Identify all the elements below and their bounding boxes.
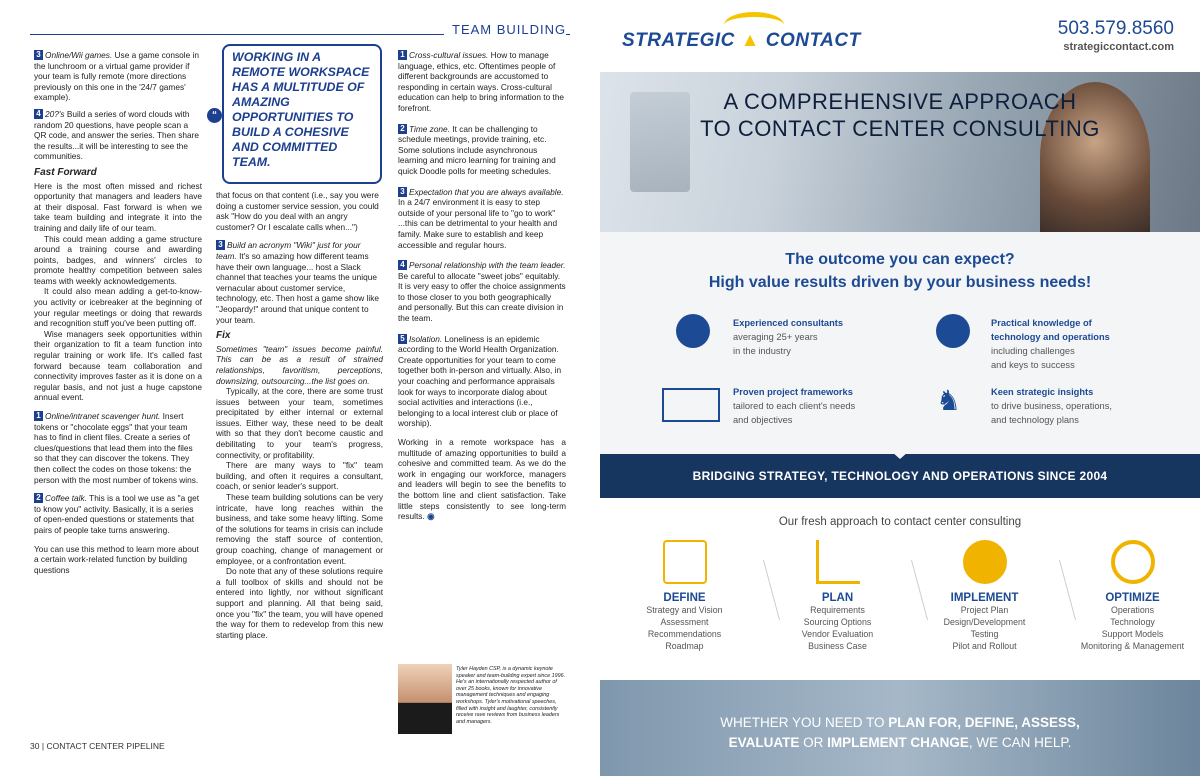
feature-experienced: Experienced consultants averaging 25+ years in the industry [733,318,844,356]
subheading-fast-forward: Fast Forward [34,166,97,178]
ad-page [600,0,1200,776]
feature-insights: Keen strategic insights to drive business, operations, and technology plans [991,387,1112,425]
feature-frameworks: Proven project frameworks tailored to each client's needs and objectives [733,387,856,425]
hero-title: A COMPREHENSIVE APPROACH TO CONTACT CENTER CONSULTING [700,89,1100,141]
subheading-fix: Fix [216,330,231,342]
step-implement: IMPLEMENT Project Plan Design/Development Testing Pilot and Rollout [922,540,1047,652]
list-item: 1 Cross-cultural issues. How to manage language, ethics, etc. Oftentimes people of different backgrounds are accustomed to responding in certain ways. Cross-cultural education can help to bring information to the forefront. [398,50,565,113]
blueprint-icon [662,388,720,422]
band-notch [892,452,908,459]
approach-heading: Our fresh approach to contact center consulting [778,516,1022,528]
list-item: 1 Online/intranet scavenger hunt. Insert tokens or "chocolate eggs" that your team has to find in client files. Create a series of clues/questions that lead them into the files so that they can discover the tokens. They then collect the codes on those tokens: the person with the most number of tokens wins. [34,411,199,485]
website-link[interactable]: strategiccontact.com [1063,41,1174,53]
paragraph: Sometimes "team" issues become painful. This can be as a result of strained relationships, favoritism, perceptions, downsizing, outsourcing...the list goes on. [216,343,383,386]
quote-icon: “ [207,108,222,123]
section-header: TEAM BUILDING [444,22,566,37]
list-item: 4 Personal relationship with the team leader. Be careful to allocate "sweet jobs" equitably. It is very easy to offer the choice assignments to those closer to you both geographically and personally. But this can create division in the team. [398,260,566,324]
paragraph: It could also mean adding a get-to-know-you activity or icebreaker at the beginning of your regular meetings or doing that rewards and recognition stuff you've been putting off. [34,286,202,329]
strategic-contact-logo: STRATEGIC ▲ CONTACT [622,30,861,51]
paragraph: Do note that any of these solutions require a full toolbox of skills and should not be entered into lightly, nor without significant support and planning. All that being said, once you "fix" the team, you will have opened the way for them to redevelop from this new starting place. [216,566,383,640]
pull-quote: WORKING IN A REMOTE WORKSPACE HAS A MULTITUDE OF AMAZING OPPORTUNITIES TO BUILD A COHESIVE AND COMMITTED TEAM. [222,44,382,184]
ad-header [600,0,1200,72]
list-item: 3 Build an acronym "Wiki" just for your team. It's so amazing how different teams have their own language... host a Slack channel that teaches your teams the unique vernacular about customer service, technology, etc. Then host a game show like "Jeopardy!" around that unique content to your team. [216,240,379,325]
page-footer: 30 | CONTACT CENTER PIPELINE [30,741,165,751]
paragraph: that focus on that content (i.e., say you were doing a customer service session, you could ask "How do you deal with an angry customer? Or I escalate calls when...") [216,190,379,232]
implement-icon [963,540,1007,584]
list-item: 2 Time zone. It can be challenging to schedule meetings, provide training, etc. Some solutions include asynchronous learning and micro learning for training and quick Doodle polls for meeting schedules. [398,123,556,176]
tools-icon [936,314,970,348]
logo-a-icon: ▲ [740,30,760,51]
paragraph: There are many ways to "fix" team building, and often it requires a consultant, coach, or senior leader's support. [216,460,383,492]
author-bio [398,664,570,734]
ruler-icon [816,540,860,584]
list-item: 2 Coffee talk. This is a tool we use as "a get to know you" activity. Basically, it is a series of open-ended questions or statements that pairs of people take turns answering. [34,493,200,535]
paragraph: Working in a remote workspace has a multitude of amazing opportunities to build a cohesive and committed team. As we do the work in engaging our workforce, managers and leaders will begin to see the benefits to the bottom line and client satisfaction. Take little steps consistently to see long-term results. ◉ [398,437,566,522]
paragraph: This could mean adding a game structure around a training course and awarding points, badges, and winners' circles to promote healthy competition between sales teams with weekly acknowledgements. [34,233,202,286]
list-item: 3 Online/Wii games. Use a game console in the lunchroom or a virtual game provider if your team is fully remote (more directions previously on this one in the '24/7 games' example). [34,50,199,103]
flowchart-icon [663,540,707,584]
column-3 [398,50,566,528]
list-item: 5 Isolation. Loneliness is an epidemic according to the World Health Organization. Create opportunities for your team to come together both in-person and virtually. Also, in your coaching and performance appraisals look for ways to incorporate dialog about social activities and interactions (i.e., belonging to a local interest club or place of worship). [398,333,562,429]
phone-number: 503.579.8560 [1057,18,1174,39]
feature-practical: Practical knowledge of technology and operations including challenges and keys to success [991,318,1110,370]
step-plan: PLAN Requirements Sourcing Options Vendor Evaluation Business Case [775,540,900,652]
chess-icon: ♞ [936,385,962,416]
step-optimize: OPTIMIZE Operations Technology Support Models Monitoring & Management [1070,540,1195,652]
paragraph: These team building solutions can be very intricate, have long reaches within the business, and take some heavy lifting. Some of the solutions for teams in crisis can include removing the staff source of contention, group coaching, change of management or employee, or a confrontation event. [216,492,383,566]
article-page [0,0,595,776]
list-item: 4 20?'s Build a series of word clouds with random 20 questions, have people scan a QR code, and answer the series. Then share the results...it will be interesting to see the communities. [34,108,199,162]
paragraph: Typically, at the core, there are some trust issues between your team, sometimes precipitated by either internal or external issues. Either way, these need to be dealt with so that they don't become caustic and debilitating to your team's progress, connectivity, or profitability. [216,386,383,460]
paragraph: Here is the most often missed and richest opportunity that managers and leaders have at their disposal. Fast forward is when we take team building and integrate it into the training and daily life of our team. [34,180,202,233]
author-photo [398,664,452,734]
outcome-heading: The outcome you can expect? High value results driven by your business needs! [708,251,1092,291]
tagline-band: BRIDGING STRATEGY, TECHNOLOGY AND OPERATIONS SINCE 2004 [600,454,1200,498]
page-number: 30 [30,741,40,751]
paragraph: Wise managers seek opportunities within their organization to fit a team function into regular training or work life. It's called fast forward because team collaboration and connectivity improves faster as it is done on a regular basis, and not just a huge capstone annual event. [34,328,202,403]
paragraph: You can use this method to learn more about a certain work-related function by building questions [34,543,199,575]
step-define: DEFINE Strategy and Vision Assessment Recommendations Roadmap [622,540,747,652]
column-1 [34,50,202,581]
target-icon [1111,540,1155,584]
list-item: 3 Expectation that you are always available. In a 24/7 environment it is easy to step outside of your personal life to "go to work" ...this can be detrimental to your health and family. Make sure to establish and keep accessible and regular hours. [398,186,564,250]
author-bio-text: Tyler Hayden CSP, is a dynamic keynote speaker and team-building expert since 1996. He's an internationally respected author of over 25 books, known for innovative management techniques and engaging workshops. Tyler's motivational speeches, filled with insight and laughter, consistently receive rave reviews from business leaders and managers. [456,666,566,725]
end-mark-icon: ◉ [427,511,435,522]
publication-name: CONTACT CENTER PIPELINE [46,741,165,751]
column-2 [216,190,383,646]
head-gear-icon [676,314,710,348]
bottom-banner-text: WHETHER YOU NEED TO PLAN FOR, DEFINE, ASSESS, EVALUATE OR IMPLEMENT CHANGE, WE CAN HELP. [720,715,1080,750]
